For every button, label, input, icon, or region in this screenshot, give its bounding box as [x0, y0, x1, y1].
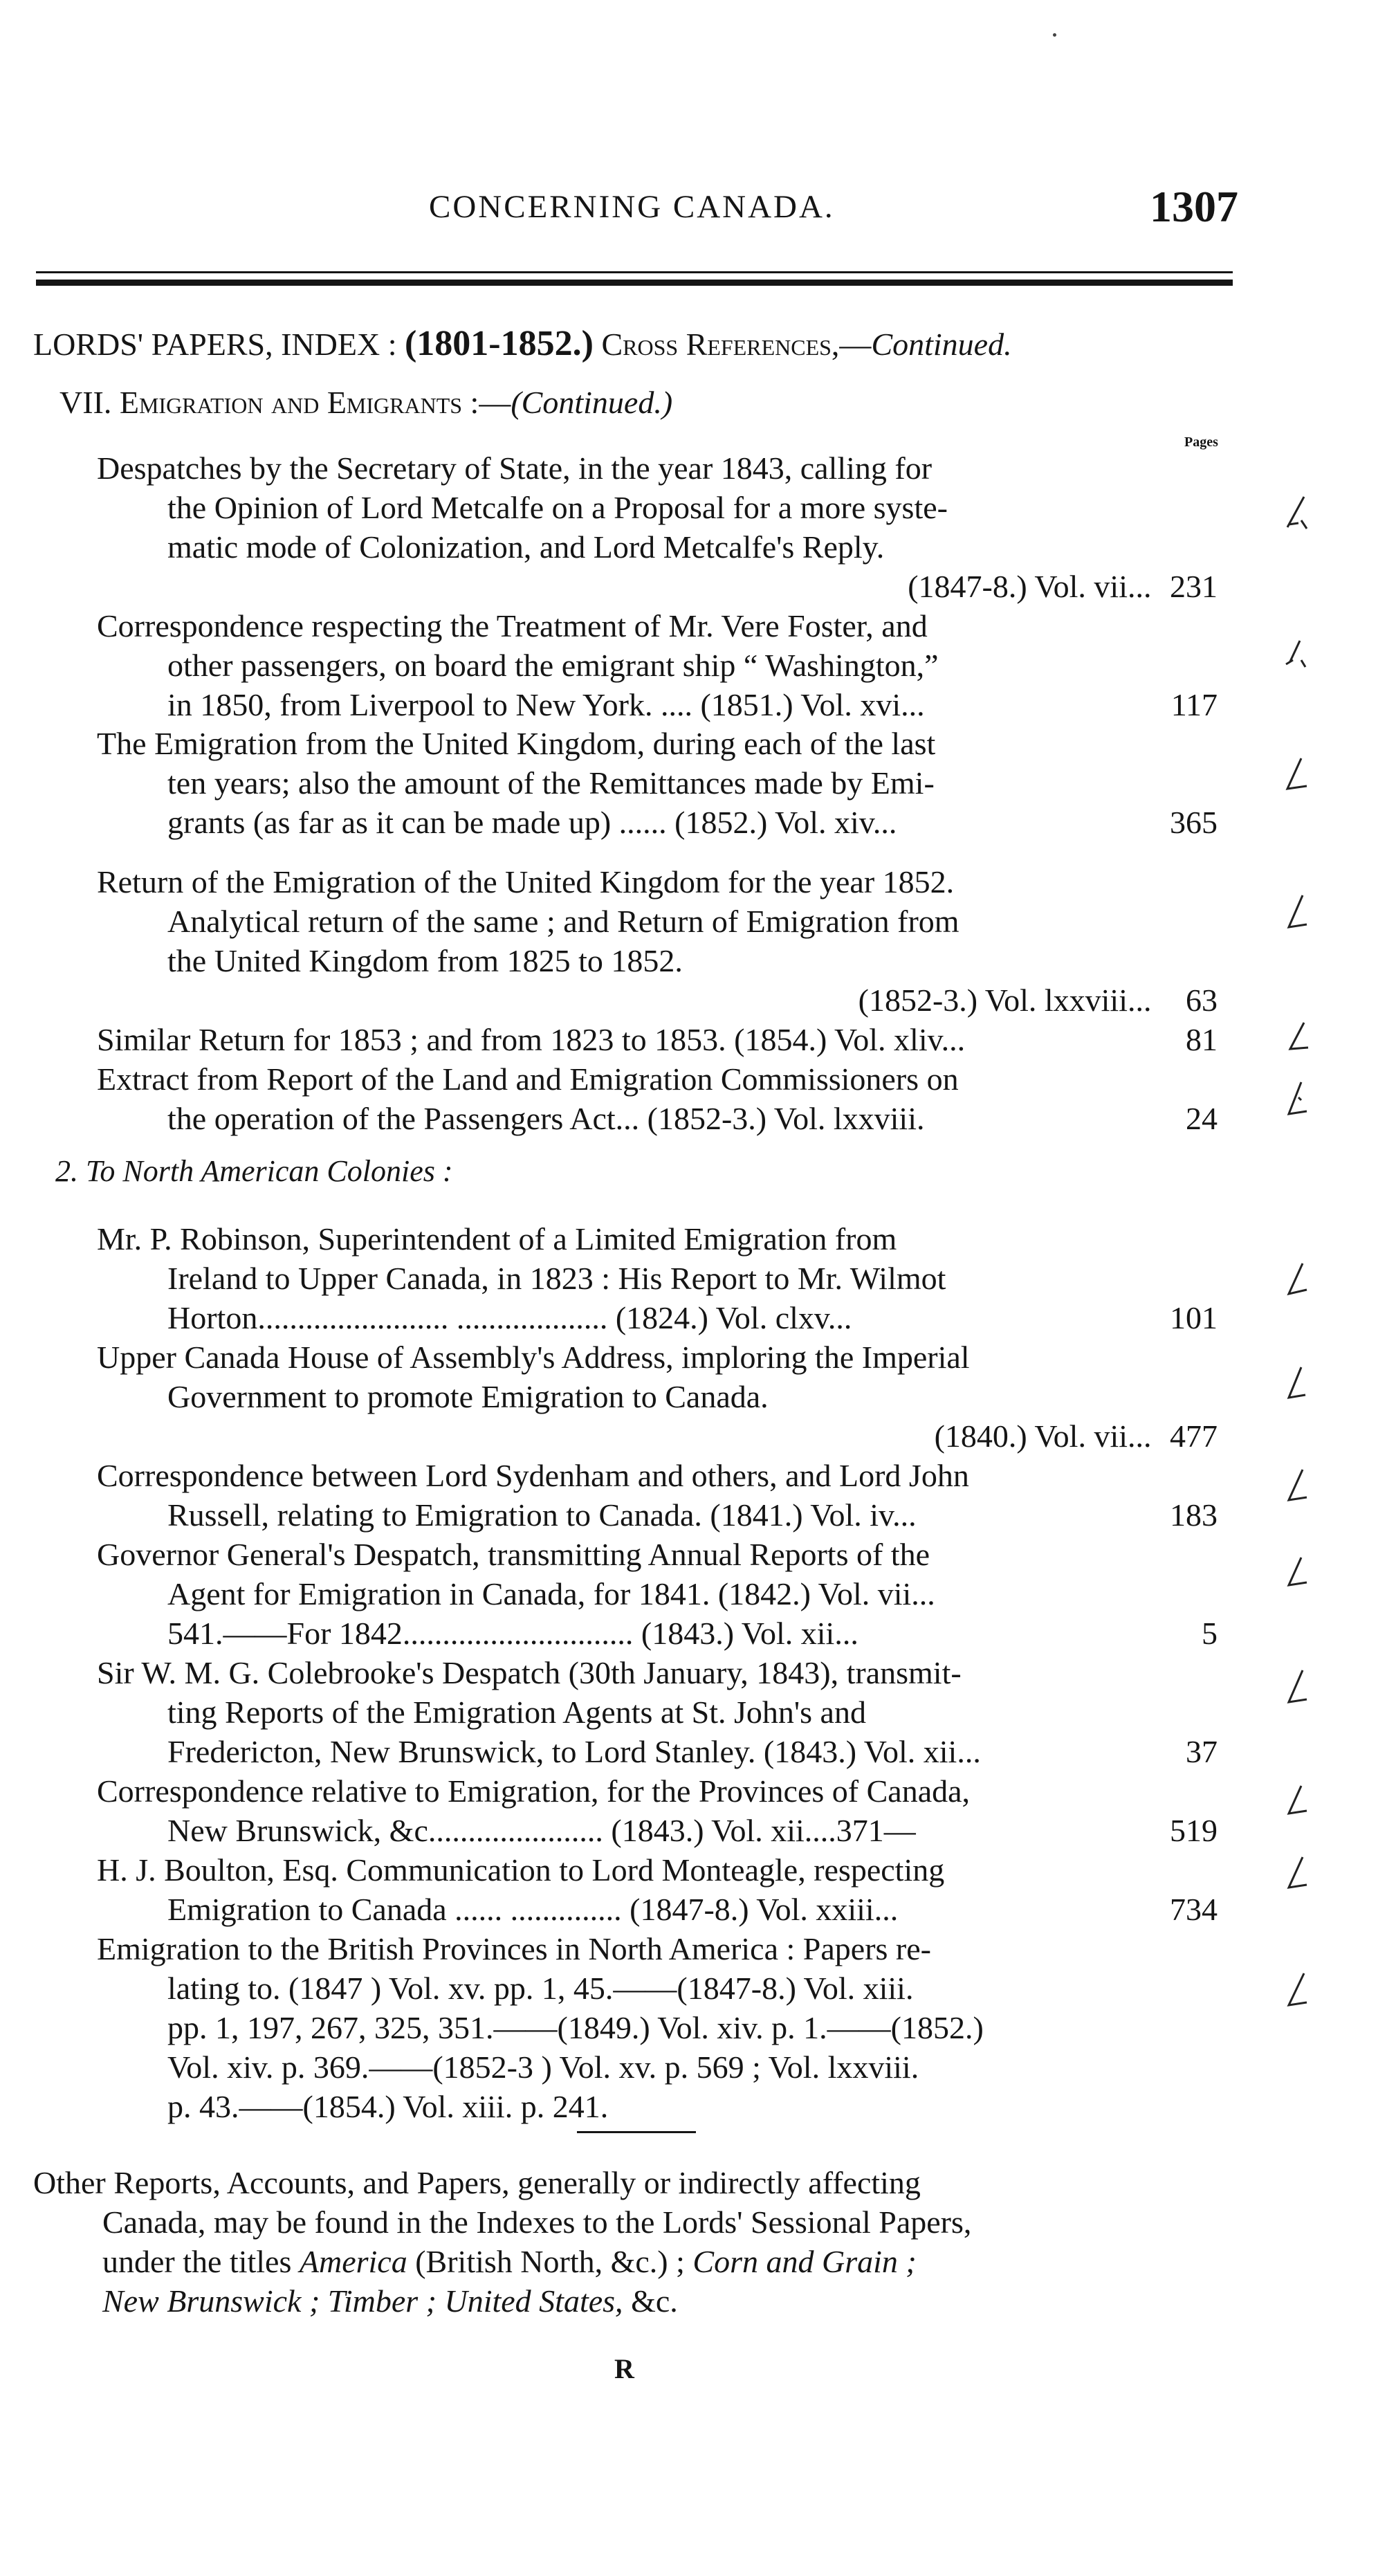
subtitle-main: LORDS' PAPERS, INDEX :	[33, 327, 397, 362]
entry-line: Upper Canada House of Assembly's Address, imploring the Imperial	[97, 1340, 970, 1375]
entry-page: 477	[1170, 1418, 1218, 1454]
running-title: CONCERNING CANADA.	[429, 189, 835, 225]
closing-text: (British North, &c.) ;	[407, 2244, 693, 2279]
entry-line: 541.——For 1842............................. (1843.) Vol. xii...	[167, 1616, 858, 1651]
entry-line: lating to. (1847 ) Vol. xv. pp. 1, 45.——(1847-8.) Vol. xiii.	[167, 1971, 914, 2006]
index-entry	[97, 1337, 1218, 1456]
index-entry	[97, 862, 1218, 1020]
index-entry	[97, 1929, 1218, 2126]
check-mark-icon	[1283, 1668, 1311, 1709]
entry-line: ting Reports of the Emigration Agents at St. John's and	[167, 1695, 866, 1730]
entry-line: Correspondence respecting the Treatment of Mr. Vere Foster, and	[97, 608, 928, 643]
entry-reference	[858, 980, 1218, 1020]
title-corn-and-grain: Corn and Grain ;	[692, 2244, 917, 2279]
closing-line: Canada, may be found in the Indexes to the Lords' Sessional Papers,	[102, 2204, 972, 2240]
closing-text: under the titles	[102, 2244, 300, 2279]
subsection-heading: 2. To North American Colonies :	[55, 1154, 453, 1188]
entry-line: Agent for Emigration in Canada, for 1841. (1842.) Vol. vii...	[167, 1576, 935, 1611]
closing-note	[33, 2163, 1209, 2321]
index-entry	[97, 1653, 1218, 1771]
entry-page: 101	[1170, 1300, 1218, 1335]
signature-mark: R	[614, 2353, 634, 2384]
entry-session-volume: (1840.) Vol. vii...	[934, 1418, 1152, 1454]
entry-line: Government to promote Emigration to Canada.	[167, 1379, 769, 1414]
title-timber: Timber ;	[327, 2283, 437, 2319]
index-entry	[97, 606, 1218, 724]
entry-line: Despatches by the Secretary of State, in the year 1843, calling for	[97, 450, 933, 486]
entry-line: Ireland to Upper Canada, in 1823 : His Report to Mr. Wilmot	[167, 1261, 946, 1296]
entry-line: Extract from Report of the Land and Emigration Commissioners on	[97, 1061, 959, 1097]
entry-page: 5	[1202, 1616, 1218, 1651]
check-mark-icon	[1283, 1079, 1311, 1121]
entry-line: Similar Return for 1853 ; and from 1823 to 1853. (1854.) Vol. xliv...	[97, 1022, 966, 1057]
entry-page: 63	[1186, 983, 1218, 1018]
check-mark-icon	[1283, 1854, 1311, 1896]
entry-line: Vol. xiv. p. 369.——(1852-3 ) Vol. xv. p. 569 ; Vol. lxxviii.	[167, 2049, 919, 2085]
entry-line: the operation of the Passengers Act... (1852-3.) Vol. lxxviii.	[167, 1101, 925, 1136]
page-number: 1307	[1150, 182, 1238, 231]
entry-line: Russell, relating to Emigration to Canada. (1841.) Vol. iv...	[167, 1497, 917, 1533]
entry-session-volume: (1852-3.) Vol. lxxviii...	[858, 983, 1152, 1018]
section-divider	[577, 2131, 696, 2133]
entry-line: Fredericton, New Brunswick, to Lord Stanley. (1843.) Vol. xii...	[167, 1734, 981, 1769]
entry-line: Emigration to Canada ...... .............. (1847-8.) Vol. xxiii...	[167, 1892, 899, 1927]
entry-page: 81	[1186, 1022, 1218, 1057]
check-mark-icon	[1283, 1259, 1311, 1301]
title-america: America	[299, 2244, 407, 2279]
entry-line: Governor General's Despatch, transmitting Annual Reports of the	[97, 1537, 930, 1572]
subtitle-cross-references: Cross References,—	[601, 327, 872, 362]
entry-page: 37	[1186, 1734, 1218, 1769]
check-mark-icon	[1283, 1553, 1311, 1595]
check-mark-icon	[1283, 893, 1311, 934]
check-mark-icon	[1283, 754, 1311, 796]
entry-line: Correspondence relative to Emigration, for the Provinces of Canada,	[97, 1773, 971, 1809]
entry-page: 519	[1170, 1813, 1218, 1848]
index-entry	[97, 448, 1218, 606]
title-united-states: United States,	[444, 2283, 623, 2319]
header-rule-thick	[36, 280, 1233, 286]
entry-line: ten years; also the amount of the Remittances made by Emi-	[167, 765, 935, 801]
closing-line	[33, 2242, 1209, 2281]
pages-column-label: Pages	[1184, 435, 1218, 450]
entry-line: the United Kingdom from 1825 to 1852.	[167, 943, 683, 978]
section-title: Emigration and Emigrants :—	[119, 385, 511, 420]
index-entry	[97, 1219, 1218, 1337]
entry-line: matic mode of Colonization, and Lord Metcalfe's Reply.	[167, 529, 885, 565]
entry-line: Mr. P. Robinson, Superintendent of a Limited Emigration from	[97, 1221, 897, 1257]
entry-line: grants (as far as it can be made up) ...... (1852.) Vol. xiv...	[167, 805, 897, 840]
index-entry	[97, 1059, 1218, 1138]
check-mark-icon	[1283, 1363, 1311, 1405]
check-mark-icon	[1283, 1971, 1311, 2012]
entry-line: Analytical return of the same ; and Return of Emigration from	[167, 904, 959, 939]
entry-line: in 1850, from Liverpool to New York. .... (1851.) Vol. xvi...	[167, 687, 925, 722]
entry-line: the Opinion of Lord Metcalfe on a Proposal for a more syste-	[167, 490, 948, 525]
entry-line: H. J. Boulton, Esq. Communication to Lord Monteagle, respecting	[97, 1852, 945, 1888]
subtitle-years: (1801-1852.)	[404, 324, 594, 363]
print-speck	[1053, 33, 1056, 37]
section-numeral: VII.	[59, 385, 112, 420]
entry-page: 117	[1170, 687, 1218, 722]
index-entry	[97, 1850, 1218, 1929]
section-heading	[59, 384, 672, 421]
entry-page: 365	[1170, 805, 1218, 840]
entry-line: p. 43.——(1854.) Vol. xiii. p. 241.	[167, 2089, 609, 2124]
index-entry	[97, 1535, 1218, 1653]
entry-session-volume: (1847-8.) Vol. vii...	[908, 569, 1152, 604]
check-mark-icon	[1283, 493, 1311, 534]
title-new-brunswick: New Brunswick ;	[102, 2283, 320, 2319]
entry-line: Correspondence between Lord Sydenham and others, and Lord John	[97, 1458, 969, 1493]
entry-page: 24	[1186, 1101, 1218, 1136]
closing-text: &c.	[623, 2283, 678, 2319]
entry-line: pp. 1, 197, 267, 325, 351.——(1849.) Vol. xiv. p. 1.——(1852.)	[167, 2010, 984, 2045]
closing-line	[33, 2281, 1209, 2321]
header-rule-thin	[36, 271, 1233, 273]
entry-line: other passengers, on board the emigrant ship “ Washington,”	[167, 648, 939, 683]
entry-line: The Emigration from the United Kingdom, during each of the last	[97, 726, 936, 761]
entry-page: 231	[1170, 569, 1218, 604]
entry-page: 734	[1170, 1892, 1218, 1927]
check-mark-icon	[1283, 635, 1311, 677]
entry-line: Horton........................ ................... (1824.) Vol. clxv...	[167, 1300, 852, 1335]
entry-line: New Brunswick, &c...................... (1843.) Vol. xii....371—	[167, 1813, 916, 1848]
closing-line: Other Reports, Accounts, and Papers, generally or indirectly affecting	[33, 2165, 921, 2200]
index-subtitle	[33, 323, 1012, 364]
entry-reference	[935, 1416, 1218, 1456]
check-mark-icon	[1283, 1782, 1311, 1823]
entry-line: Emigration to the British Provinces in North America : Papers re-	[97, 1931, 931, 1966]
index-entry	[97, 1456, 1218, 1535]
check-mark-icon	[1283, 1465, 1311, 1507]
entry-page: 183	[1170, 1497, 1218, 1533]
index-entry	[97, 724, 1218, 842]
check-mark-icon	[1283, 1017, 1311, 1059]
entry-reference	[908, 567, 1218, 606]
entry-line: Return of the Emigration of the United Kingdom for the year 1852.	[97, 864, 955, 899]
index-entry	[97, 1020, 1218, 1059]
subtitle-continued: Continued.	[871, 327, 1012, 362]
index-entry	[97, 1771, 1218, 1850]
section-continued: (Continued.)	[511, 385, 673, 420]
entry-line: Sir W. M. G. Colebrooke's Despatch (30th January, 1843), transmit-	[97, 1655, 962, 1690]
